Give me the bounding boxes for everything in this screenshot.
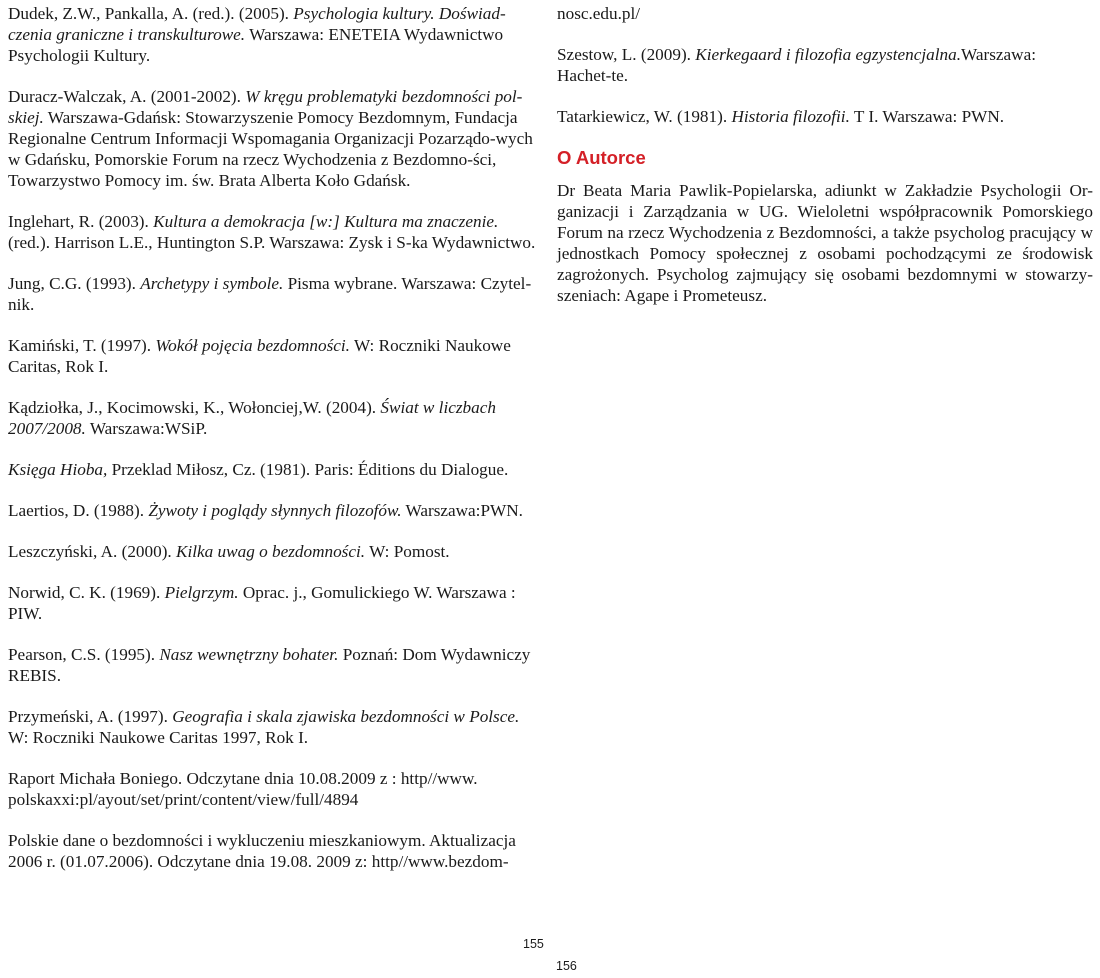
reference-inglehart: Inglehart, R. (2003). Kultura a demokracja [w:] Kultura ma znaczenie. (red.). Harrison L.E., Huntington S.P. Warszawa: Zysk i S-ka Wydawnictwo. (8, 212, 536, 252)
reference-kaminski: Kamiński, T. (1997). Wokół pojęcia bezdomności. W: Roczniki Naukowe Caritas, Rok I. (8, 336, 511, 376)
reference-leszczynski: Leszczyński, A. (2000). Kilka uwag o bezdomności. W: Pomost. (8, 542, 450, 561)
reference-szestow: Szestow, L. (2009). Kierkegaard i filozofia egzystencjalna.Warszawa: Hachet-te. (557, 45, 1036, 85)
right-column (557, 3, 1093, 306)
left-column (8, 3, 538, 892)
author-bio: Dr Beata Maria Pawlik-Popielarska, adiunkt w Zakładzie Psychologii Or-ganizacji i Zarządzania w UG. Wieloletni współpracownik Pomorskiego Forum na rzecz Wychodzenia z Bezdomności, a także psycholog pracujący w jednostkach Pomocy społecznej z osobami pochodzącymi ze środowisk zagrożonych. Psycholog zajmujący się osobami bezdomnymi w stowarzy-szeniach: Agape i Prometeusz. (557, 181, 1093, 305)
reference-duracz-walczak: Duracz-Walczak, A. (2001-2002). W kręgu problematyki bezdomności pol-skiej. Warszawa-Gdańsk: Stowarzyszenie Pomocy Bezdomnym, Fundacja Regionalne Centrum Informacji Wspomagania Organizacji Pozarządo-wych w Gdańsku, Pomorskie Forum na rzecz Wychodzenia z Bezdomno-ści, Towarzystwo Pomocy im. św. Brata Alberta Koło Gdańsk. (8, 87, 533, 190)
about-author-heading: O Autorce (557, 147, 646, 168)
reference-kadziolka: Kądziołka, J., Kocimowski, K., Wołonciej,W. (2004). Świat w liczbach 2007/2008. Warszawa:WSiP. (8, 398, 496, 438)
reference-polskie-dane: Polskie dane o bezdomności i wykluczeniu mieszkaniowym. Aktualizacja 2006 r. (01.07.2006). Odczytane dnia 19.08. 2009 z: http//www.bezdom- (8, 831, 516, 871)
page-number-left: 155 (523, 937, 544, 951)
reference-przymenski: Przymeński, A. (1997). Geografia i skala zjawiska bezdomności w Polsce. W: Roczniki Naukowe Caritas 1997, Rok I. (8, 707, 520, 747)
page-number-right: 156 (556, 959, 577, 973)
reference-dudek: Dudek, Z.W., Pankalla, A. (red.). (2005). Psychologia kultury. Doświad-czenia graniczne i transkulturowe. Warszawa: ENETEIA Wydawnictwo Psychologii Kultury. (8, 4, 506, 65)
reference-laertios: Laertios, D. (1988). Żywoty i poglądy słynnych filozofów. Warszawa:PWN. (8, 501, 523, 520)
reference-pearson: Pearson, C.S. (1995). Nasz wewnętrzny bohater. Poznań: Dom Wydawniczy REBIS. (8, 645, 531, 685)
reference-tatarkiewicz: Tatarkiewicz, W. (1981). Historia filozofii. T I. Warszawa: PWN. (557, 107, 1005, 126)
reference-ksiega-hioba: Księga Hioba, Przeklad Miłosz, Cz. (1981). Paris: Éditions du Dialogue. (8, 460, 509, 479)
reference-jung: Jung, C.G. (1993). Archetypy i symbole. Pisma wybrane. Warszawa: Czytel-nik. (8, 274, 532, 314)
reference-continuation-url: nosc.edu.pl/ (557, 4, 641, 23)
reference-raport-boniego: Raport Michała Boniego. Odczytane dnia 10.08.2009 z : http//www. polskaxxi:pl/ayout/set/print/content/view/full/4894 (8, 769, 478, 809)
reference-norwid: Norwid, C. K. (1969). Pielgrzym. Oprac. j., Gomulickiego W. Warszawa : PIW. (8, 583, 516, 623)
